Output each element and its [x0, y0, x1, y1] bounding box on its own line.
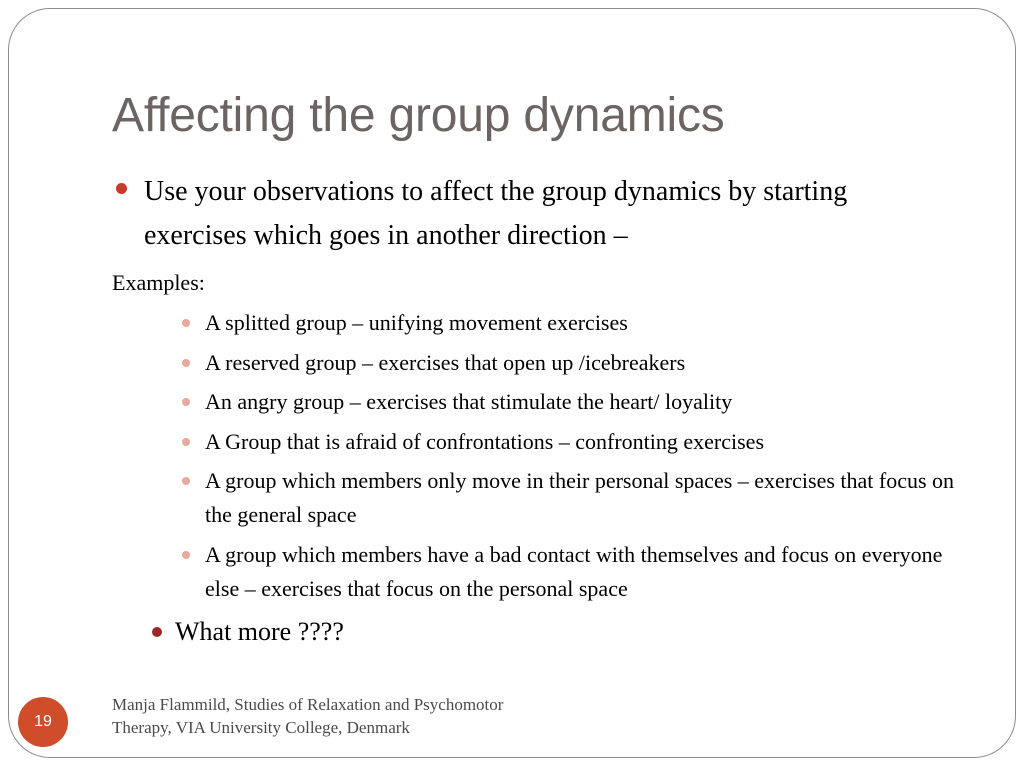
page-number-badge: 19: [18, 697, 68, 747]
list-item: [178, 346, 978, 380]
footer-text: Manja Flammild, Studies of Relaxation and Psychomotor Therapy, VIA University College, Denmark: [112, 695, 504, 737]
list-item: [178, 425, 978, 459]
closing-bullet: [150, 613, 344, 651]
bullet-dot-icon: [116, 183, 127, 194]
example-text: A Group that is afraid of confrontations – confronting exercises: [205, 428, 765, 454]
bullet-dot-icon: [152, 627, 162, 637]
closing-bullet-text: What more ????: [175, 617, 344, 646]
list-item: [178, 306, 978, 340]
slide-title: Affecting the group dynamics: [112, 89, 725, 142]
main-bullet-text: Use your observations to affect the group dynamics by starting exercises which goes in another direction –: [144, 176, 848, 251]
list-item: [178, 385, 978, 419]
list-item: [178, 538, 978, 606]
example-text: A reserved group – exercises that open up /icebreakers: [205, 349, 686, 375]
bullet-dot-icon: [182, 477, 190, 485]
example-text: A group which members only move in their personal spaces – exercises that focus on the general space: [205, 468, 955, 527]
example-text: A group which members have a bad contact with themselves and focus on everyone else – exercises that focus on the personal space: [205, 541, 943, 601]
main-bullet: [112, 170, 892, 258]
bullet-dot-icon: [182, 438, 190, 446]
bullet-dot-icon: [182, 319, 190, 327]
bullet-dot-icon: [182, 551, 190, 559]
examples-label: Examples:: [112, 270, 205, 295]
bullet-dot-icon: [182, 359, 190, 367]
list-item: [178, 464, 978, 532]
example-text: A splitted group – unifying movement exercises: [205, 310, 628, 335]
bullet-dot-icon: [182, 398, 190, 406]
examples-list: [178, 306, 978, 611]
example-text: An angry group – exercises that stimulate the heart/ loyality: [205, 389, 733, 414]
